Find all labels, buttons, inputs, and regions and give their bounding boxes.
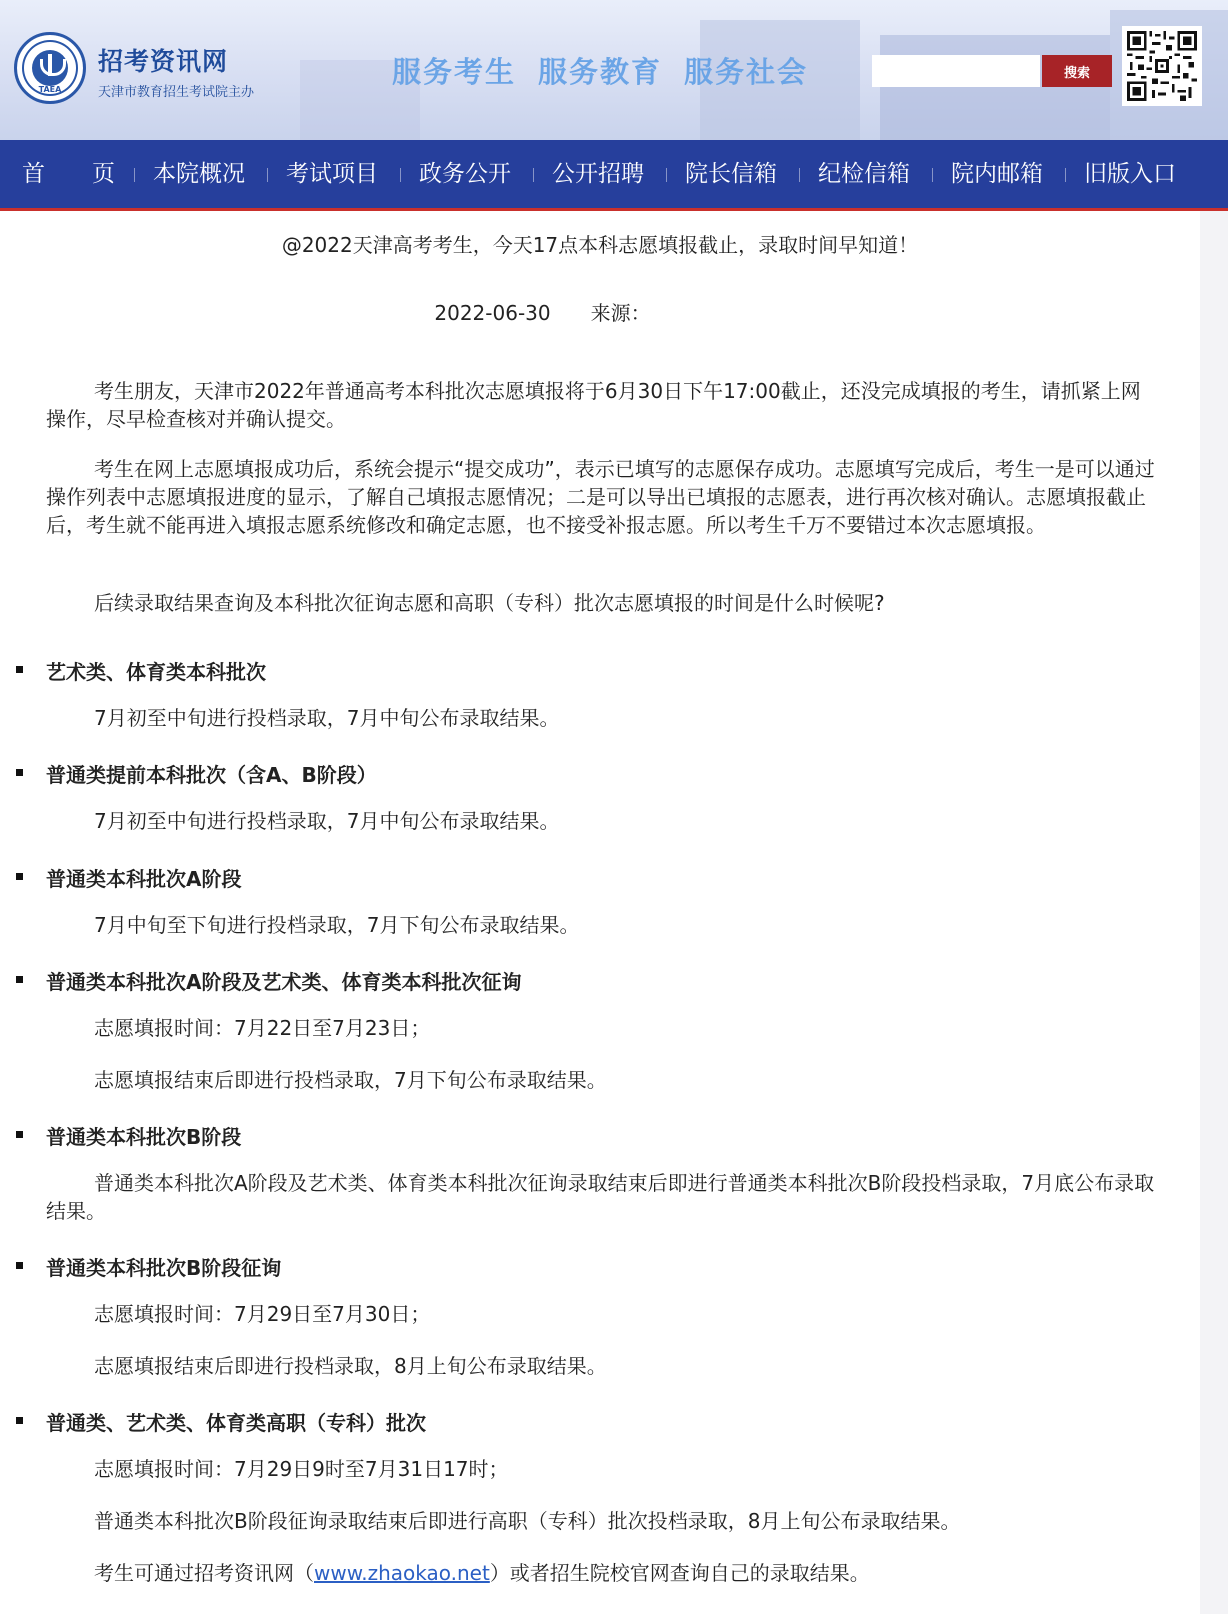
main-nav [0,140,1228,208]
logo-abbr: TAEA [38,85,62,94]
nav-home-second[interactable]: 页 [92,161,115,187]
section-line: 7月初至中旬进行投档录取，7月中旬公布录取结果。 [94,706,560,730]
paragraph-2: 考生在网上志愿填报成功后，系统会提示“提交成功”，表示已填写的志愿保存成功。志愿填写完成后，考生一是可以通过操作列表中志愿填报进度的显示，了解自己填报志愿情况；二是可以导出已填报的志愿表，进行再次核对确认。志愿填报截止后，考生就不能再进入填报志愿系统修改和确定志愿，也不接受补报志愿。所以考生千万不要错过本次志愿填报。 [46,457,1155,537]
nav-separator [666,168,667,182]
nav-old-version[interactable]: 旧版入口 [1084,161,1176,187]
nav-separator [932,168,933,182]
section-line: 普通类本科批次A阶段及艺术类、体育类本科批次征询录取结束后即进行普通类本科批次B阶段投档录取，7月底公布录取结果。 [46,1171,1155,1223]
nav-separator [799,168,800,182]
site-subtitle: 天津市教育招生考试院主办 [98,85,255,100]
article-source-label: 来源： [590,301,651,325]
qr-code-icon [1122,26,1202,106]
section-line: 普通类本科批次B阶段征询录取结束后即进行高职（专科）批次投档录取，8月上旬公布录取结果。 [94,1509,961,1533]
section-title-art-sports: 艺术类、体育类本科批次 [46,656,266,685]
section-line: 志愿填报结束后即进行投档录取，8月上旬公布录取结果。 [94,1354,607,1378]
slogan-2: 服务教育 [538,55,663,89]
section-line: 7月中旬至下旬进行投档录取，7月下旬公布录取结果。 [94,913,580,937]
section-title-vocational: 普通类、艺术类、体育类高职（专科）批次 [46,1407,426,1436]
site-name[interactable]: 招考资讯网 [98,47,229,76]
article-title: @2022天津高考考生，今天17点本科志愿填报截止，录取时间早知道！ [281,233,919,257]
article-meta [0,297,1085,326]
article-date: 2022-06-30 [434,301,551,325]
section-line: 7月初至中旬进行投档录取，7月中旬公布录取结果。 [94,809,560,833]
section-title-batch-a: 普通类本科批次A阶段 [46,863,241,892]
section-title-batch-b-inquiry: 普通类本科批次B阶段征询 [46,1252,281,1281]
background-building [880,35,1110,140]
search-button[interactable]: 搜索 [1042,55,1112,87]
section-title-batch-a-inquiry: 普通类本科批次A阶段及艺术类、体育类本科批次征询 [46,966,521,995]
section-line: 志愿填报时间：7月29日9时至7月31日17时； [94,1457,509,1481]
nav-separator [134,168,135,182]
nav-home-first[interactable]: 首 [22,161,45,187]
slogan-1: 服务考生 [392,55,517,89]
site-header [0,0,1228,140]
section-line: 志愿填报时间：7月22日至7月23日； [94,1016,431,1040]
nav-separator [400,168,401,182]
nav-recruitment[interactable]: 公开招聘 [552,161,644,187]
paragraph-3: 后续录取结果查询及本科批次征询志愿和高职（专科）批次志愿填报的时间是什么时候呢? [94,591,885,615]
paragraph-1: 考生朋友，天津市2022年普通高考本科批次志愿填报将于6月30日下午17:00截止，还没完成填报的考生，请抓紧上网操作，尽早检查核对并确认提交。 [46,379,1141,431]
section-line: 志愿填报时间：7月29日至7月30日； [94,1302,431,1326]
zhaokao-link[interactable]: www.zhaokao.net [314,1561,490,1585]
nav-director-mailbox[interactable]: 院长信箱 [685,161,777,187]
nav-gov-affairs[interactable]: 政务公开 [419,161,511,187]
final-text-pre: 考生可通过招考资讯网（ [94,1561,314,1585]
nav-exams[interactable]: 考试项目 [286,161,378,187]
final-paragraph [46,1559,1168,1587]
search-input[interactable] [872,55,1040,87]
slogan-3: 服务社会 [684,55,809,89]
nav-separator [1065,168,1066,182]
nav-separator [533,168,534,182]
taea-logo-icon[interactable] [14,32,86,104]
nav-about[interactable]: 本院概况 [153,161,245,187]
section-title-batch-b: 普通类本科批次B阶段 [46,1121,241,1150]
final-text-post: ）或者招生院校官网查询自己的录取结果。 [489,1561,870,1585]
site-slogan [392,50,830,91]
nav-separator [267,168,268,182]
nav-discipline-mailbox[interactable]: 纪检信箱 [818,161,910,187]
section-title-early-batch: 普通类提前本科批次（含A、B阶段） [46,759,377,788]
section-line: 志愿填报结束后即进行投档录取，7月下旬公布录取结果。 [94,1068,607,1092]
nav-internal-mail[interactable]: 院内邮箱 [951,161,1043,187]
article-container [0,211,1200,1614]
